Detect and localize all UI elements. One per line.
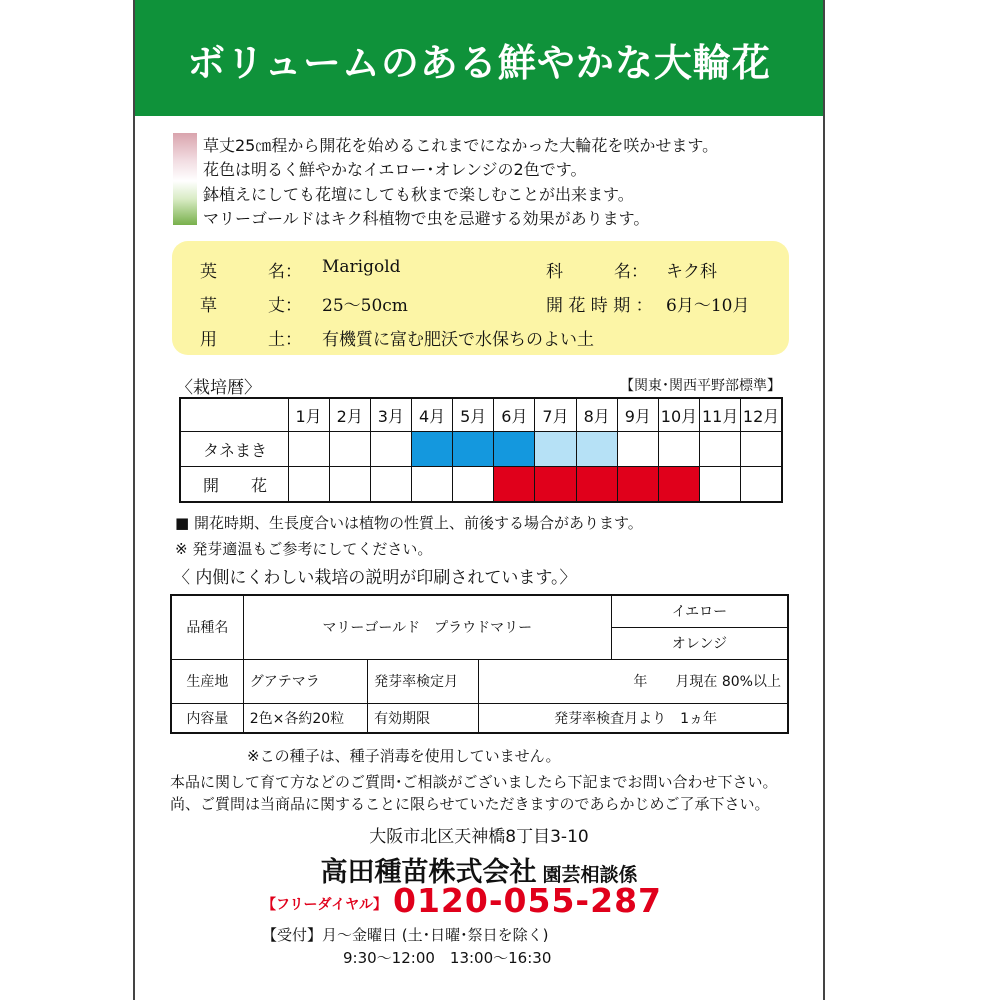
sowing-cell-10 <box>658 432 699 467</box>
sowing-cell-4 <box>411 432 452 467</box>
family-label: 科 名： <box>546 262 648 282</box>
origin-label: 生産地 <box>171 659 243 703</box>
sowing-cell-2 <box>329 432 370 467</box>
intro-line-1: 草丈25㎝程から開花を始めるこれまでになかった大輪花を咲かせます。 <box>203 136 719 155</box>
sowing-row-label: タネまき <box>180 432 288 467</box>
flowering-cell-7 <box>535 467 576 503</box>
expiry-value: 発芽率検査月より 1ヵ年 <box>479 703 788 733</box>
flowering-cell-10 <box>658 467 699 503</box>
department-name: 園芸相談係 <box>542 864 638 886</box>
page-title: ボリュームのある鮮やかな大輪花 <box>187 41 771 85</box>
content-label: 内容量 <box>171 703 243 733</box>
flowering-cell-3 <box>370 467 411 503</box>
sowing-cell-7 <box>535 432 576 467</box>
cultivation-calendar <box>179 397 783 503</box>
flowering-cell-2 <box>329 467 370 503</box>
flowering-cell-8 <box>576 467 617 503</box>
flowering-cell-5 <box>453 467 494 503</box>
germination-test-value: 年 月現在 80%以上 <box>479 659 788 703</box>
month-header-11: 11月 <box>700 398 741 432</box>
company-address: 大阪市北区天神橋8丁目3-10 <box>369 827 589 847</box>
variety-label: 品種名 <box>171 595 243 659</box>
flowering-cell-11 <box>700 467 741 503</box>
variety-value: マリーゴールド プラウドマリー <box>243 595 611 659</box>
sowing-cell-11 <box>700 432 741 467</box>
month-header-9: 9月 <box>617 398 658 432</box>
calendar-title: 〈栽培暦〉 <box>176 378 261 398</box>
month-header-3: 3月 <box>370 398 411 432</box>
sowing-cell-9 <box>617 432 658 467</box>
month-header-7: 7月 <box>535 398 576 432</box>
note-bloom-variance: ■ 開花時期、生長度合いは植物の性質上、前後する場合があります。 <box>175 514 643 532</box>
origin-value: グアテマラ <box>243 659 367 703</box>
intro-line-3: 鉢植えにしても花壇にしても秋まで楽しむことが出来ます。 <box>203 185 634 204</box>
english-name-label: 英 名： <box>200 262 302 282</box>
color-yellow: イエロー <box>611 595 788 627</box>
company-name: 高田種苗株式会社 <box>320 857 537 888</box>
height-label: 草 丈： <box>200 296 302 316</box>
calendar-row-flowering <box>180 467 782 503</box>
note-germination-temp: ※ 発芽適温もご参考にしてください。 <box>175 540 433 558</box>
month-header-2: 2月 <box>329 398 370 432</box>
sowing-cell-8 <box>576 432 617 467</box>
height-value: 25～50cm <box>322 296 408 316</box>
month-header-6: 6月 <box>494 398 535 432</box>
flowering-cell-6 <box>494 467 535 503</box>
reception-hours: 9:30～12:00 13:00～16:30 <box>343 949 552 967</box>
color-orange: オレンジ <box>611 627 788 659</box>
phone-number[interactable]: 0120-055-287 <box>393 881 663 920</box>
sowing-cell-1 <box>288 432 329 467</box>
month-header-1: 1月 <box>288 398 329 432</box>
intro-line-4: マリーゴールドはキク科植物で虫を忌避する効果があります。 <box>203 209 650 228</box>
intro-line-2: 花色は明るく鮮やかなイエロー･オレンジの2色です。 <box>203 160 587 179</box>
english-name-value: Marigold <box>322 257 401 277</box>
flowering-row-label: 開 花 <box>180 467 288 503</box>
seed-treatment-note: ※この種子は、種子消毒を使用していません。 <box>247 747 561 765</box>
calendar-header-row <box>180 398 782 432</box>
calendar-row-sowing <box>180 432 782 467</box>
right-edge-line <box>823 0 825 1000</box>
expiry-label: 有効期限 <box>368 703 479 733</box>
inquiry-line-1: 本品に関して育て方などのご質問･ご相談がございましたら下記までお問い合わせ下さい。 <box>170 773 778 791</box>
bloom-period-value: 6月～10月 <box>666 296 750 316</box>
content-value: 2色×各約20粒 <box>243 703 367 733</box>
flowering-cell-1 <box>288 467 329 503</box>
bloom-period-label: 開 花 時 期 ： <box>546 296 653 316</box>
month-header-8: 8月 <box>576 398 617 432</box>
month-header-12: 12月 <box>741 398 782 432</box>
sowing-cell-3 <box>370 432 411 467</box>
note-inside-instructions: 〈 内側にくわしい栽培の説明が印刷されています。〉 <box>173 568 577 588</box>
soil-value: 有機質に富む肥沃で水保ちのよい土 <box>322 330 594 350</box>
product-info-table <box>170 594 789 734</box>
calendar-region-note: 【関東･関西平野部標準】 <box>620 378 781 394</box>
calendar-corner-cell <box>180 398 288 432</box>
flowering-cell-12 <box>741 467 782 503</box>
reception-days: 【受付】月～金曜日 (土･日曜･祭日を除く) <box>262 926 549 944</box>
sowing-cell-6 <box>494 432 535 467</box>
sowing-cell-5 <box>453 432 494 467</box>
flowering-cell-4 <box>411 467 452 503</box>
color-gradient-bar <box>173 133 197 225</box>
flowering-cell-9 <box>617 467 658 503</box>
germination-test-label: 発芽率検定月 <box>368 659 479 703</box>
freedial-label: 【フリーダイヤル】 <box>262 897 388 913</box>
inquiry-line-2: 尚、ご質問は当商品に関することに限らせていただきますのであらかじめご了承下さい。 <box>170 795 770 813</box>
month-header-10: 10月 <box>658 398 699 432</box>
month-header-5: 5月 <box>453 398 494 432</box>
soil-label: 用 土： <box>200 330 302 350</box>
month-header-4: 4月 <box>411 398 452 432</box>
sowing-cell-12 <box>741 432 782 467</box>
family-value: キク科 <box>666 262 717 282</box>
